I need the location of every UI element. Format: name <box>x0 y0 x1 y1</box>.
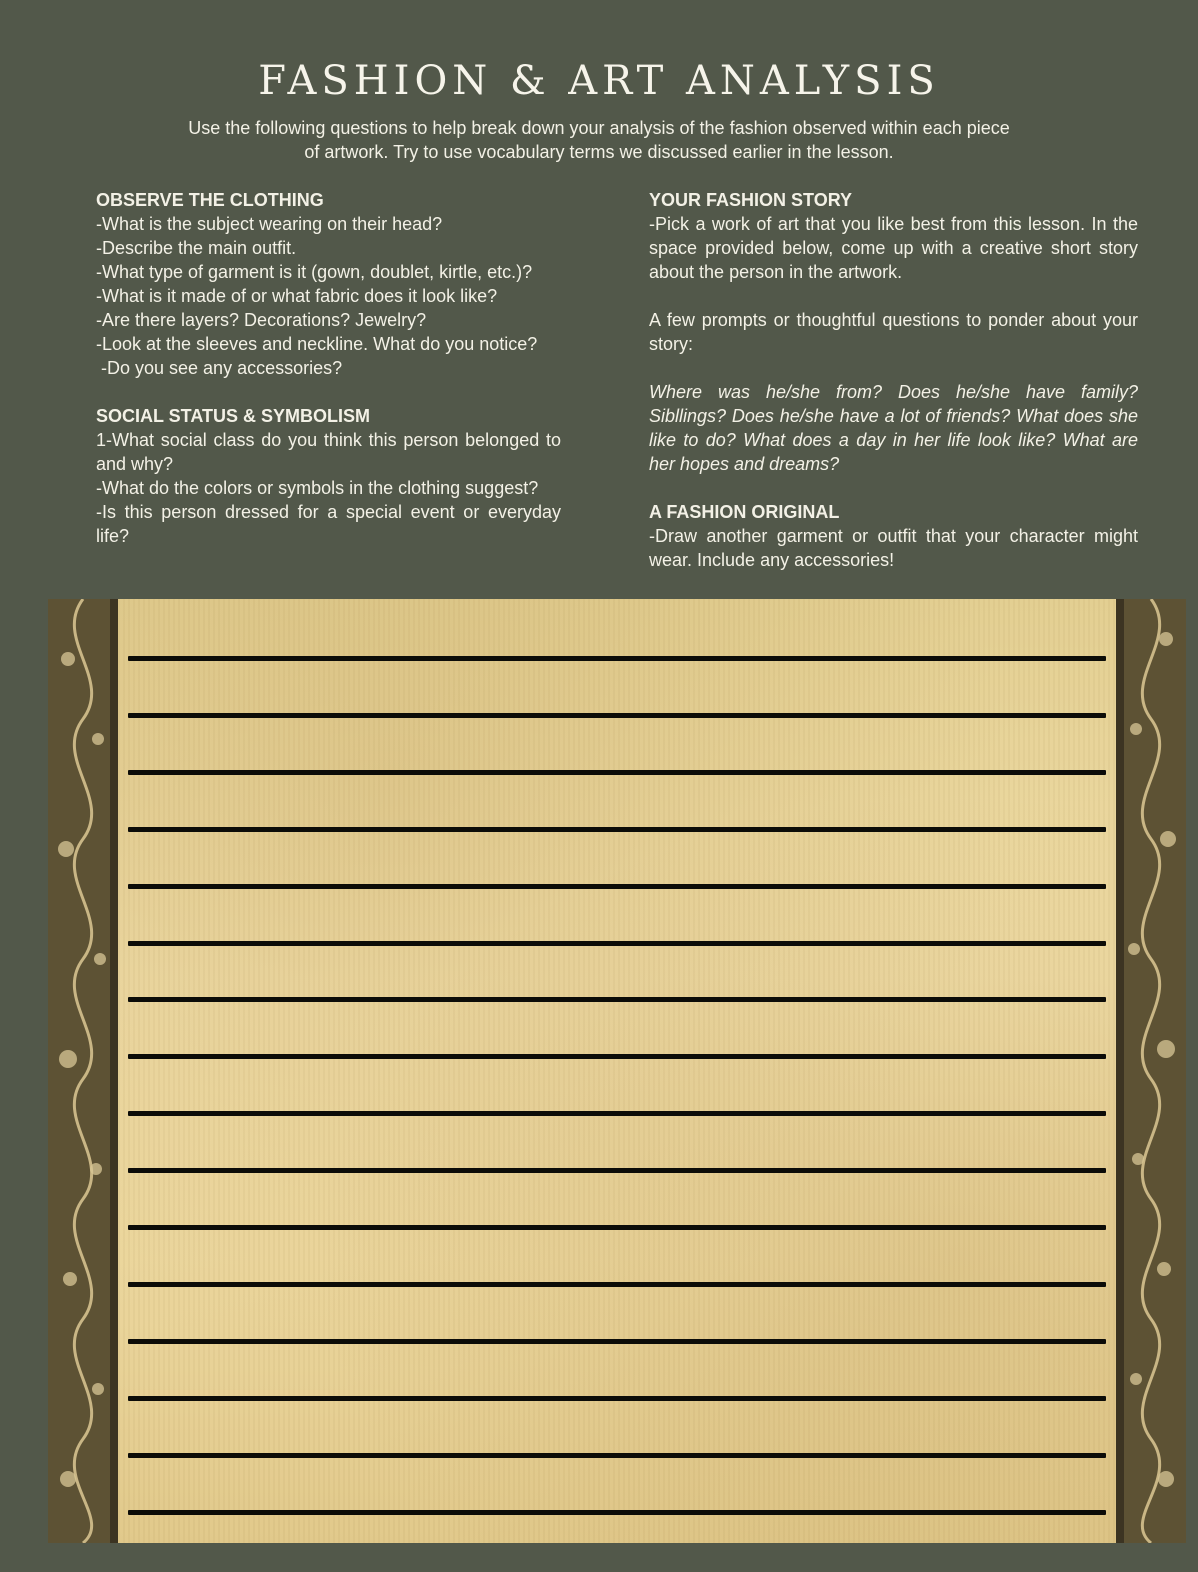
observe-item: -Are there layers? Decorations? Jewelry? <box>96 310 427 330</box>
ornate-scroll-border-icon <box>48 599 118 1543</box>
writing-panel[interactable] <box>48 599 1186 1543</box>
original-text: -Draw another garment or outfit that your character might wear. Include any accessories! <box>649 526 1138 570</box>
intro-text <box>150 116 1048 164</box>
story-heading: YOUR FASHION STORY <box>649 190 853 210</box>
writing-line <box>128 1396 1106 1401</box>
story-text: -Pick a work of art that you like best from this lesson. In the space provided below, come up with a creative short story about the person in the artwork. <box>649 214 1138 282</box>
writing-line <box>128 941 1106 946</box>
writing-line <box>128 1510 1106 1515</box>
observe-item: -What type of garment is it (gown, doublet, kirtle, etc.)? <box>96 262 533 282</box>
observe-item: -What is it made of or what fabric does it look like? <box>96 286 498 306</box>
observe-heading: OBSERVE THE CLOTHING <box>96 190 324 210</box>
writing-line <box>128 713 1106 718</box>
social-item: -What do the colors or symbols in the clothing suggest? <box>96 478 539 498</box>
writing-line <box>128 1168 1106 1173</box>
writing-line <box>128 1111 1106 1116</box>
left-column <box>96 188 561 548</box>
writing-line <box>128 1453 1106 1458</box>
social-item: -Is this person dressed for a special event or everyday life? <box>96 502 561 546</box>
writing-line <box>128 1054 1106 1059</box>
observe-item: -Look at the sleeves and neckline. What do you notice? <box>96 334 538 354</box>
page-title: FASHION & ART ANALYSIS <box>258 58 940 104</box>
observe-item: -Do you see any accessories? <box>96 358 343 378</box>
intro-line: of artwork. Try to use vocabulary terms we discussed earlier in the lesson. <box>304 142 894 162</box>
social-heading: SOCIAL STATUS & SYMBOLISM <box>96 406 371 426</box>
writing-line <box>128 1282 1106 1287</box>
intro-line: Use the following questions to help break down your analysis of the fashion observed within each piece <box>188 118 1010 138</box>
story-prompt-intro: A few prompts or thoughtful questions to ponder about your story: <box>649 310 1138 354</box>
writing-line <box>128 1225 1106 1230</box>
writing-line <box>128 827 1106 832</box>
observe-item: -What is the subject wearing on their head? <box>96 214 443 234</box>
writing-line <box>128 884 1106 889</box>
ornate-scroll-border-icon <box>1116 599 1186 1543</box>
observe-item: -Describe the main outfit. <box>96 238 297 258</box>
story-prompt-questions: Where was he/she from? Does he/she have family? Sibllings? Does he/she have a lot of friends? What does she like to do? What does a day in her life look like? What are her hopes and dreams? <box>649 382 1138 474</box>
writing-line <box>128 770 1106 775</box>
writing-line <box>128 997 1106 1002</box>
social-item: 1-What social class do you think this person belonged to and why? <box>96 430 561 474</box>
writing-line <box>128 656 1106 661</box>
right-column <box>649 188 1138 572</box>
original-heading: A FASHION ORIGINAL <box>649 502 840 522</box>
writing-line <box>128 1339 1106 1344</box>
